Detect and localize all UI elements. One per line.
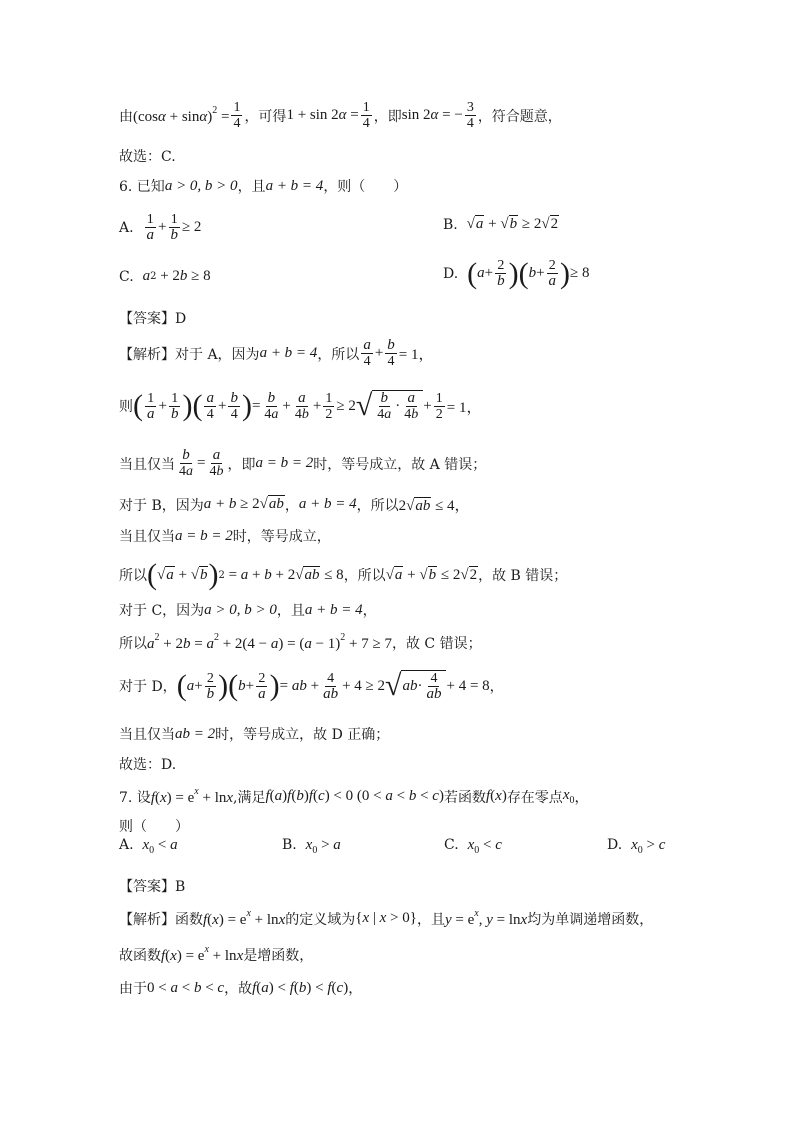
- line-13: 所以 $a^2 + 2b = a^2 + 2(4 - a) = (a - 1)^2 + 7 \ge 7$ ，故 C 错误；: [119, 632, 482, 652]
- analysis-7-a: 【解析】 函数 $f(x) = e^x + \ln x$ 的定义域为 {x | x > 0} ，且 $y = e^x$, y = lnx 均为单调递增函数，: [119, 908, 654, 928]
- option-c: C. a 2 + 2 b ≥ 8: [119, 268, 211, 285]
- line-14: 对于 D， ( a + $\frac{2}{b}$ ) ( b + $\frac{2}{a}$ ) = ab + $\frac{4}{ab}$ + 4 ≥ 2 √ ab · $\frac{4}{ab}$ + 4 = 8 ，: [119, 669, 504, 702]
- line-11: 所以 ( √a + √b ) 2 = a + b + 2√ab ≤ 8 ，所以 √a + √b ≤ 2√2 ，故 B 错误；: [119, 558, 568, 591]
- math: 1 + sin 2α =: [286, 107, 359, 123]
- line-7: 则 ( $\frac{1}{a}$ + $\frac{1}{b}$ ) ( $\frac{a}{4}$ + $\frac{b}{4}$ ) = $\frac{b}{4a}$ + $\frac{a}{4b}$ + $\frac{1}{2}$ ≥ 2 √ $\frac{b}{4a}$ · $\frac{a}{4b}$ + $\frac{1}{2}$ = 1，: [119, 389, 482, 422]
- line-22: 故函数 $f(x) = e^x + \ln x$ 是增函数，: [119, 944, 314, 964]
- option-d: D. ( a + $\frac{2}{b}$ ) ( b + $\frac{2}{a}$ ) ≥ 8: [443, 256, 590, 290]
- line-9: 对于 B，因为 a + b ≥ 2√ab ， a + b = 4 ，所以 2√ab ≤ 4，: [119, 496, 470, 514]
- question-7: 7. 设 $f(x) = e^x + \ln x$ ,满足 f(a)f(b)f(c) < 0 (0 < a < b < c) 若函数 f(x) 存在零点 $x_0$ ，: [119, 786, 589, 806]
- answer-6: 【答案】D: [119, 311, 187, 327]
- fraction: $\frac{1}{4}$: [233, 100, 241, 131]
- line-15: 当且仅当 ab = 2 时，等号成立，故 D 正确；: [119, 725, 390, 743]
- line-1: 由 $(\cos\alpha + \sin\alpha)^2$ = $\frac{1}{4}$ ，可得 1 + sin 2α = $\frac{1}{4}$ ，即 sin 2α = − $\frac{3}{4}$ ，符合题意，: [119, 100, 562, 131]
- line-23: 由于 0 < a < b < c ，故 f(a) < f(b) < f(c) ，: [119, 979, 363, 997]
- analysis-6-a: 【解析】 对于 A，因为 a + b = 4 ，所以 $\frac{a}{4}$ + $\frac{b}{4}$ = 1，: [119, 337, 434, 369]
- math: $(\cos\alpha + \sin\alpha)^2$ =: [133, 105, 230, 125]
- line-18: 则（ ）: [119, 819, 189, 835]
- option-b: B. √a + √b ≥ 2√2: [443, 216, 559, 233]
- math: sin 2α = −: [401, 107, 463, 123]
- fraction: $\frac{3}{4}$: [466, 100, 474, 131]
- line-10: 当且仅当 a = b = 2 时，等号成立，: [119, 527, 331, 545]
- line-16: 故选：D.: [119, 757, 177, 773]
- option-a: A. $\frac{1}{a}$ + $\frac{1}{b}$ ≥ 2: [119, 212, 202, 243]
- fraction: $\frac{1}{4}$: [362, 100, 370, 131]
- question-6: 6. 已知 a > 0, b > 0 ，且 a + b = 4 ，则（ ）: [119, 177, 408, 195]
- line-8: 当且仅当 $\frac{b}{4a}$ = $\frac{a}{4b}$ ，即 a = b = 2 时，等号成立，故 A 错误；: [119, 447, 487, 479]
- answer-7: 【答案】B: [119, 879, 186, 895]
- line-12: 对于 C，因为 a > 0, b > 0 ，且 a + b = 4 ，: [119, 601, 377, 619]
- line-2: 故选：C.: [119, 149, 176, 165]
